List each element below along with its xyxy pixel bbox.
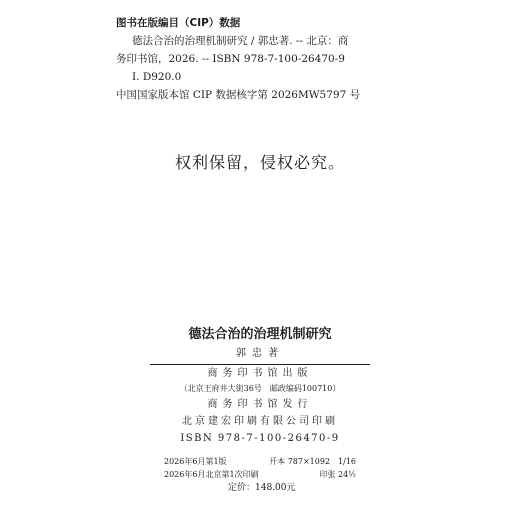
rights-reserved-notice: 权利保留，侵权必究。: [174, 153, 345, 172]
cip-classification: Ⅰ. D920.0: [132, 71, 182, 83]
cip-record-line-1: 德法合治的治理机制研究 / 郭忠著. -- 北京：商: [132, 35, 349, 47]
publisher-address: （北京王府井大街36号 邮政编码100710）: [179, 384, 341, 393]
printing-text: 2026年6月北京第1次印刷: [164, 470, 259, 479]
printer-line: 北京建宏印刷有限公司印刷: [182, 416, 338, 427]
colophon: [150, 326, 370, 495]
printing-row: [150, 468, 370, 481]
book-title: 德法合治的治理机制研究: [188, 327, 332, 342]
publisher-line: 商务印书馆出版: [207, 368, 313, 379]
format-text: 开本 787×1092 1/16: [269, 457, 356, 466]
book-author: 郭忠著: [236, 348, 284, 359]
spacer: [150, 447, 370, 455]
edition-text: 2026年6月第1版: [164, 457, 227, 466]
edition-row: [150, 455, 370, 468]
cip-block: [116, 14, 416, 104]
cip-record-line-2: 务印书馆，2026. -- ISBN 978-7-100-26470-9: [116, 53, 345, 65]
distributor-line: 商务印书馆发行: [207, 399, 313, 410]
sheets-text: 印张 24½: [319, 470, 356, 479]
cip-verification: 中国国家版本馆 CIP 数据核字第 2026MW5797 号: [116, 89, 361, 101]
cip-heading: 图书在版编目（CIP）数据: [116, 17, 241, 29]
isbn-line: ISBN 978-7-100-26470-9: [180, 433, 340, 444]
price-text: 定价：148.00元: [228, 483, 296, 493]
